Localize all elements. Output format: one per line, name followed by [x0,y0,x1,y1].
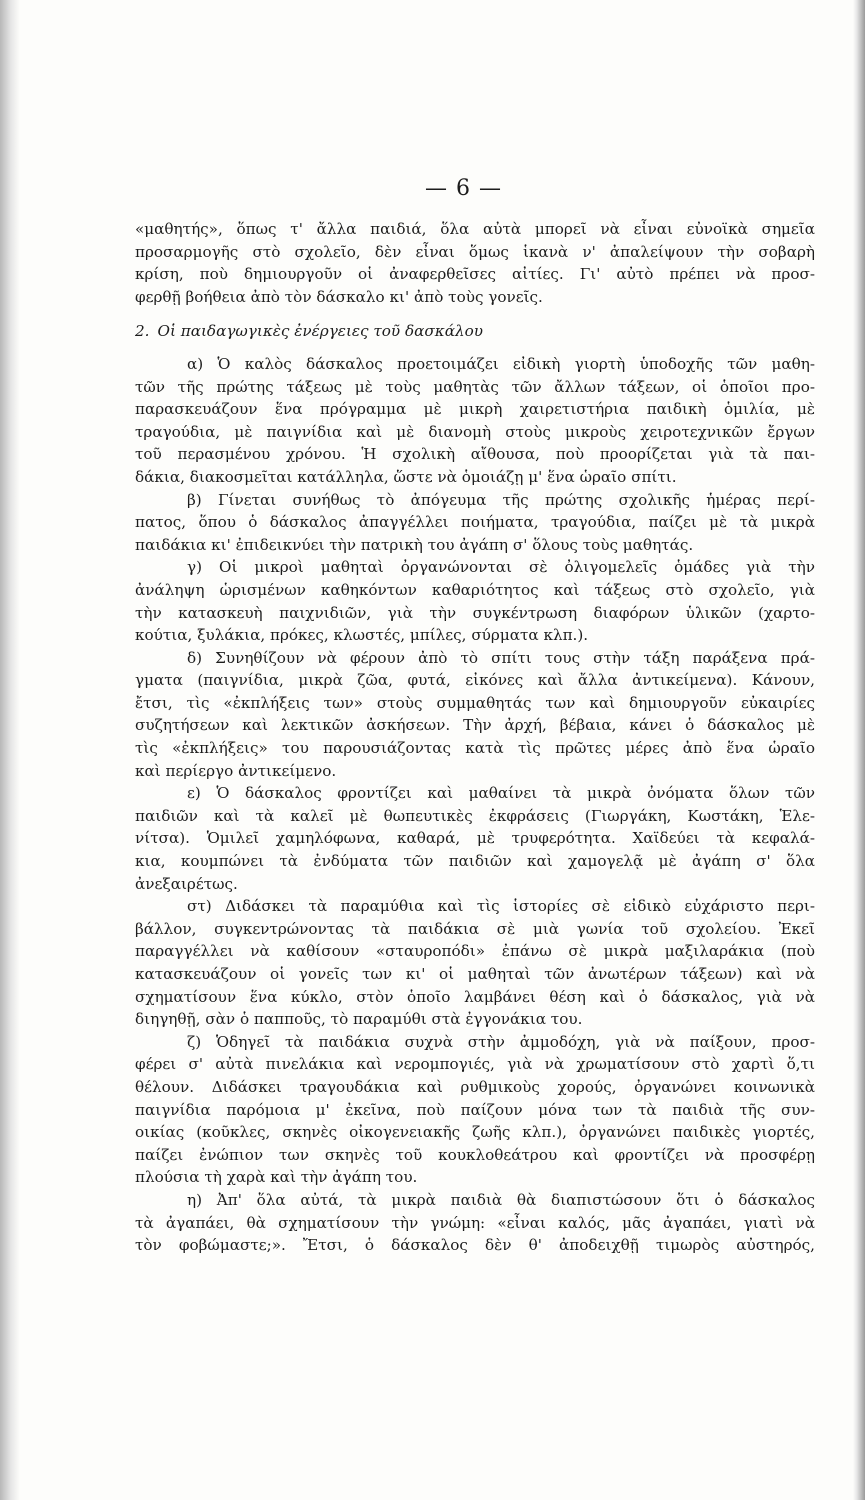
paragraph-beta-line: πατος, ὅπου ὁ δάσκαλος ἀπαγγέλλει ποιήματα, τραγούδια, παίζει μὲ τὰ μικρὰ [135,513,815,532]
paragraph-stigma-line: διηγηθῇ, σὰν ὁ παπποῦς, τὸ παραμύθι στὰ ἐγγονάκια του. [135,1010,583,1029]
paragraph-epsilon-line: ἀνεξαιρέτως. [135,874,238,893]
paragraph-delta-line: συζητήσεων καὶ λεκτικῶν ἀσκήσεων. Τὴν ἀρχή, βέβαια, κάνει ὁ δάσκαλος μὲ [135,716,815,735]
paragraph-stigma-line: παραγγέλλει νὰ καθίσουν «σταυροπόδι» ἐπάνω σὲ μικρὰ μαξιλαράκια (ποὺ [135,942,815,961]
paragraph-zeta-line: οικίας (κοῦκλες, σκηνὲς οἰκογενειακῆς ζωῆς κλπ.), ὀργανώνει παιδικὲς γιορτές, [135,1123,815,1142]
paragraph-zeta-line: θέλουν. Διδάσκει τραγουδάκια καὶ ρυθμικοὺς χορούς, ὀργανώνει κοινωνικὰ [135,1077,815,1096]
paragraph-zeta-line: παιγνίδια παρόμοια μ' ἐκεῖνα, ποὺ παίζουν μόνα των τὰ παιδιὰ τῆς συν- [135,1100,815,1119]
intro-line: προσαρμογῆς στὸ σχολεῖο, δὲν εἶναι ὅμως ἱκανὰ ν' ἀπαλείψουν τὴν σοβαρὴ [135,242,815,261]
section-number: 2. [135,322,150,341]
paragraph-eta-line: τὸν φοβώμαστε;». Ἔτσι, ὁ δάσκαλος δὲν θ' ἀποδειχθῇ τιμωρὸς αὐστηρός, [135,1236,815,1255]
paragraph-gamma-line: τὴν κατασκευὴ παιχνιδιῶν, γιὰ τὴν συγκέντρωση διαφόρων ὑλικῶν (χαρτο- [135,603,815,622]
paragraph-alpha-line: τραγούδια, μὲ παιγνίδια καὶ μὲ διανομὴ στοὺς μικροὺς χειροτεχνικῶν ἔργων [135,422,815,441]
section-title: Οἱ παιδαγωγικὲς ἐνέργειες τοῦ δασκάλου [157,322,483,341]
paragraph-epsilon-line: νίτσα). Ὁμιλεῖ χαμηλόφωνα, καθαρά, μὲ τρυφερότητα. Χαϊδεύει τὰ κεφαλά- [135,829,815,848]
paragraph-stigma-line: κατασκευάζουν οἱ γονεῖς των κι' οἱ μαθηταὶ τῶν ἀνωτέρων τάξεων) καὶ νὰ [135,965,815,983]
paragraph-epsilon-line: κια, κουμπώνει τὰ ἐνδύματα τῶν παιδιῶν καὶ χαμογελᾷ μὲ ἀγάπη σ' ὅλα [135,852,815,871]
paragraph-alpha-line: τοῦ περασμένου χρόνου. Ἡ σχολικὴ αἴθουσα, ποὺ προορίζεται γιὰ τὰ παι- [135,445,815,464]
page-edge-left [0,0,20,1500]
paragraph-alpha-line: παρασκευάζουν ἕνα πρόγραμμα μὲ μικρὴ χαιρετιστήρια παιδικὴ ὁμιλία, μὲ [135,400,815,419]
paragraph-stigma-line: στ) Διδάσκει τὰ παραμύθια καὶ τὶς ἱστορίες σὲ εἰδικὸ εὐχάριστο περι- [187,897,815,916]
paragraph-gamma-line: ἀνάληψη ὡρισμένων καθηκόντων καθαριότητος καὶ τάξεως στὸ σχολεῖο, γιὰ [135,580,815,599]
paragraph-gamma-line: γ) Οἱ μικροὶ μαθηταὶ ὀργανώνονται σὲ ὀλιγομελεῖς ὁμάδες γιὰ τὴν [187,558,815,577]
body-text [135,218,815,1257]
intro-line: φερθῇ βοήθεια ἀπὸ τὸν δάσκαλο κι' ἀπὸ τοὺς γονεῖς. [135,287,543,306]
paragraph-zeta-line: ζ) Ὁδηγεῖ τὰ παιδάκια συχνὰ στὴν ἀμμοδόχη, γιὰ νὰ παίξουν, προσ- [187,1032,815,1051]
paragraph-beta-line: παιδάκια κι' ἐπιδεικνύει τὴν πατρικὴ του ἀγάπη σ' ὅλους τοὺς μαθητάς. [135,535,694,554]
paragraph-delta-line: ἔτσι, τὶς «ἐκπλήξεις των» στοὺς συμμαθητάς των καὶ δημιουργοῦν εὐκαιρίες [135,693,815,712]
intro-line: «μαθητής», ὅπως τ' ἄλλα παιδιά, ὅλα αὐτὰ μπορεῖ νὰ εἶναι εὐνοϊκὰ σημεῖα [135,220,815,238]
paragraph-delta-line: δ) Συνηθίζουν νὰ φέρουν ἀπὸ τὸ σπίτι τους στὴν τάξη παράξενα πρά- [187,648,815,667]
paragraph-zeta-line: πλούσια τὴ χαρὰ καὶ τὴν ἀγάπη του. [135,1168,418,1187]
paragraph-delta-line: γματα (παιγνίδια, μικρὰ ζῶα, φυτά, εἰκόνες καὶ ἄλλα ἀντικείμενα). Κάνουν, [135,671,815,690]
paragraph-eta-line: τὰ ἀγαπάει, θὰ σχηματίσουν τὴν γνώμη: «εἶναι καλός, μᾶς ἀγαπάει, γιατὶ νὰ [135,1213,815,1232]
paragraph-stigma-line: βάλλον, συγκεντρώνοντας τὰ παιδάκια σὲ μιὰ γωνία τοῦ σχολείου. Ἐκεῖ [135,919,815,938]
paragraph-epsilon-line: παιδιῶν καὶ τὰ καλεῖ μὲ θωπευτικὲς ἐκφράσεις (Γιωργάκη, Κωστάκη, Ἑλε- [135,806,815,825]
paragraph-zeta-line: παίζει ἐνώπιον των σκηνὲς τοῦ κουκλοθεάτρου καὶ φροντίζει νὰ προσφέρῃ [135,1145,815,1164]
paragraph-alpha-line: τῶν τῆς πρώτης τάξεως μὲ τοὺς μαθητὰς τῶν ἄλλων τάξεων, οἱ ὁποῖοι προ- [135,377,815,396]
paragraph-alpha-line: δάκια, διακοσμεῖται κατάλληλα, ὥστε νὰ ὁμοιάζῃ μ' ἕνα ὡραῖο σπίτι. [135,467,677,486]
paragraph-epsilon-line: ε) Ὁ δάσκαλος φροντίζει καὶ μαθαίνει τὰ μικρὰ ὀνόματα ὅλων τῶν [187,784,815,803]
paragraph-delta-line: καὶ περίεργο ἀντικείμενο. [135,761,337,780]
paragraph-beta-line: β) Γίνεται συνήθως τὸ ἀπόγευμα τῆς πρώτης σχολικῆς ἡμέρας περί- [187,490,815,509]
intro-line: κρίση, ποὺ δημιουργοῦν οἱ ἀναφερθεῖσες αἰτίες. Γι' αὐτὸ πρέπει νὰ προσ- [135,265,815,284]
page-number: — 6 — [425,176,502,201]
paragraph-delta-line: τὶς «ἐκπλήξεις» του παρουσιάζοντας κατὰ τὶς πρῶτες μέρες ἀπὸ ἕνα ὡραῖο [135,739,815,758]
page-edge-right [853,0,865,1500]
paragraph-alpha-line: α) Ὁ καλὸς δάσκαλος προετοιμάζει εἰδικὴ γιορτὴ ὑποδοχῆς τῶν μαθη- [187,354,815,373]
paragraph-eta-line: η) Ἀπ' ὅλα αὐτά, τὰ μικρὰ παιδιὰ θὰ διαπιστώσουν ὅτι ὁ δάσκαλος [187,1190,815,1209]
paragraph-zeta-line: φέρει σ' αὐτὰ πινελάκια καὶ νερομπογιές, γιὰ νὰ χρωματίσουν στὸ χαρτὶ ὅ,τι [135,1055,815,1074]
paragraph-gamma-line: κούτια, ξυλάκια, πρόκες, κλωστές, μπίλες, σύρματα κλπ.). [135,626,589,645]
paragraph-stigma-line: σχηματίσουν ἕνα κύκλο, στὸν ὁποῖο λαμβάνει θέση καὶ ὁ δάσκαλος, γιὰ νὰ [135,987,815,1006]
section-heading [135,320,815,343]
